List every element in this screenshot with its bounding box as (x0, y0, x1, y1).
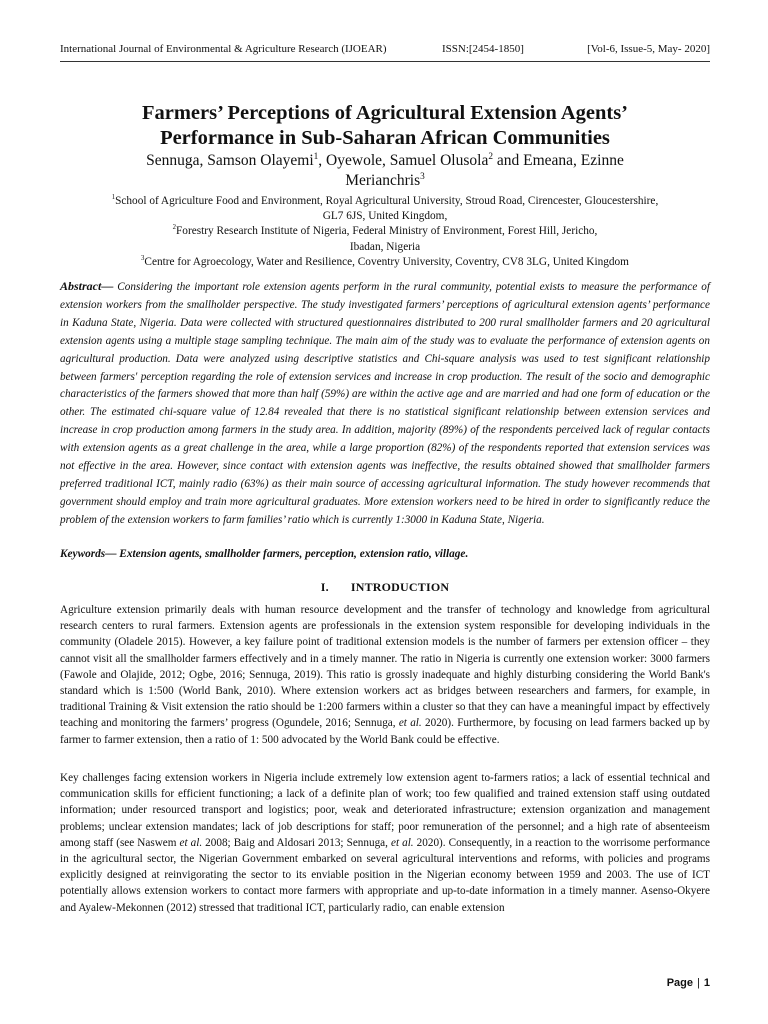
section-title: INTRODUCTION (350, 580, 450, 594)
affil-2-line-1: Forestry Research Institute of Nigeria, Federal Ministry of Environment, Forest Hill, Jericho, (176, 225, 598, 238)
affil-2-line-2: Ibadan, Nigeria (349, 240, 421, 253)
abstract-text: Considering the important role extension agents perform in the rural community, potential exists to measure the performance of extension workers from the smallholder perspective. The study investigated farmers’ perceptions of agricultural extension agents’ performance in Kaduna State, Nigeria. Data were collected with structured questionnaires distributed to 200 rural smallholder farmers and 20 agricultural extension agents using a multiple stage sampling technique. The main aim of the study was to evaluate the performance of extension agents on agricultural production. Data were analyzed using descriptive statistics and Chi-square analysis was used to test significant relationship between farmers' perception regarding the role of extension services and increase in crop production. The result of the socio and demographic characteristics of the farmers showed that more than half (59%) are within the active age and are married and had one form of education or the other. The estimated chi-square value of 12.84 revealed that there is no statistical significant relationship between extension services and increase in crop production among farmers in the study area. In addition, majority (89%) of the respondents perceived lack of regular contacts with extension agents as a great challenge in the area, while a large proportion (82%) of the respondents reported that extension services was not effective in the area. However, since contact with extension agents was ineffective, the results obtained showed that smallholder farmers preferred traditional ICT, mainly radio (63%) as their main source of accessing agricultural information. The study however recommends that government should employ and train more agricultural graduates. More extension workers need to be hired in order to significantly reduce the problem of the extension workers to farm families’ ratio which is currently 1:3000 in Kaduna State, Nigeria. (60, 281, 710, 526)
abstract (60, 278, 710, 530)
abstract-heading: Abstract— (60, 279, 114, 293)
author-3-cont: Merianchris (345, 172, 421, 189)
keywords: Keywords— Extension agents, smallholder farmers, perception, extension ratio, village. (60, 548, 469, 560)
header-divider (60, 61, 710, 62)
author-2: , Oyewole, Samuel Olusola (318, 152, 489, 169)
page-footer (667, 977, 710, 989)
author-1-affil: 1 (313, 151, 319, 162)
author-3-affil: 3 (420, 171, 425, 182)
page-label: Page (666, 977, 694, 989)
affiliations (60, 194, 710, 270)
paragraph-1-text-b: 2020). Furthermore, by focusing on lead farmers backed up by farmer to farmer extension, then a ratio of 1: 500 advocated by the World Bank could be effective. (60, 717, 710, 746)
page-number: 1 (703, 977, 710, 989)
volume-issue: [Vol-6, Issue-5, May- 2020] (587, 43, 710, 55)
affil-3-marker: 3 (141, 255, 145, 263)
paragraph-1-text-a: Agriculture extension primarily deals with human resource development and the transfer of technology and knowledge from agricultural research centers to rural farmers. Extension agents are professionals in the extension system responsible for developing individuals in the community (Oladele 2015). However, a key failure point of traditional extension models is the number of farmers per extension officer – they cannot visit all the smallholder farmers effectively and in a timely manner. The ratio in Nigeria is currently one extension worker: 3000 farmers (Fawole and Olajide, 2012; Ogbe, 2016; Sennuga, 2019). This ratio is grossly inadequate and highly disturbing considering the World Bank's standard which is 1:500 (World Bank, 2010). Where extension workers act as bridges between researchers and farmers, for example, in traditional Training & Visit extension the ratio should be 1:200 farmers within a cluster so that they can have a meaningful impact by effectively teaching and monitoring the farmers’ progress (Ogundele, 2016; Sennuga, (60, 604, 710, 730)
body-paragraph-1 (60, 602, 710, 748)
paragraph-2-etal-1: et al. (179, 836, 203, 849)
body-paragraph-2 (60, 770, 710, 916)
affil-1-line-2: GL7 6JS, United Kingdom, (322, 210, 448, 223)
title-line-1: Farmers’ Perceptions of Agricultural Extension Agents’ (141, 102, 629, 124)
page-separator: | (697, 977, 700, 989)
paragraph-2-text-c: 2020). Consequently, in a reaction to the worrisome performance in the agricultural sector, the Nigerian Government embarked on several agricultural interventions and reforms, with policies and programs explicitly designed at reinvigorating the sector to its enviable position in the Nigerian economy between 1959 and 2003. The use of ICT potentially allows extension workers to contact more farmers with appropriate and up-to-date information in a timely manner. Asenso-Okyere and Ayalew-Mekonnen (2012) stressed that traditional ICT, particularly radio, can enable extension (60, 836, 711, 914)
section-number: I. (320, 580, 329, 594)
author-2-affil: 2 (488, 151, 493, 162)
author-3: and Emeana, Ezinne (493, 152, 624, 169)
affil-3-line-1: Centre for Agroecology, Water and Resilience, Coventry University, Coventry, CV8 3LG, United Kingdom (144, 255, 629, 268)
paragraph-2-etal-2: et al. (390, 836, 414, 849)
affil-1-marker: 1 (111, 194, 116, 202)
author-1: Sennuga, Samson Olayemi (146, 152, 314, 169)
affil-2-marker: 2 (172, 224, 177, 232)
paper-title (60, 101, 710, 151)
paragraph-2-text-b: 2008; Baig and Aldosari 2013; Sennuga, (202, 836, 391, 849)
paragraph-1-etal: et al. (398, 717, 422, 730)
paragraph-2-text-a: Key challenges facing extension workers in Nigeria include extremely low extension agent to-farmers ratios; a lack of essential technical and communication skills for efficient functioning; a lack of a definite plan of work; too few qualified and trained extension staff using outdated information; under resourced transport and logistics; poor, weak and deteriorated infrastructure; extension organization and management problems; unclear extension mandates; lack of job descriptions for staff; poor remuneration of the personnel; and a high rate of absenteeism among staff (see Naswem (60, 772, 710, 849)
section-heading (60, 580, 710, 595)
issn: ISSN:[2454-1850] (442, 43, 524, 55)
journal-name: International Journal of Environmental & Agriculture Research (IJOEAR) (60, 43, 387, 55)
affil-1-line-1: School of Agriculture Food and Environment, Royal Agricultural University, Stroud Road, Cirencester, Gloucestershire, (115, 195, 659, 207)
running-header (60, 40, 710, 58)
author-list (60, 151, 710, 191)
title-line-2: Performance in Sub-Saharan African Communities (160, 127, 610, 149)
